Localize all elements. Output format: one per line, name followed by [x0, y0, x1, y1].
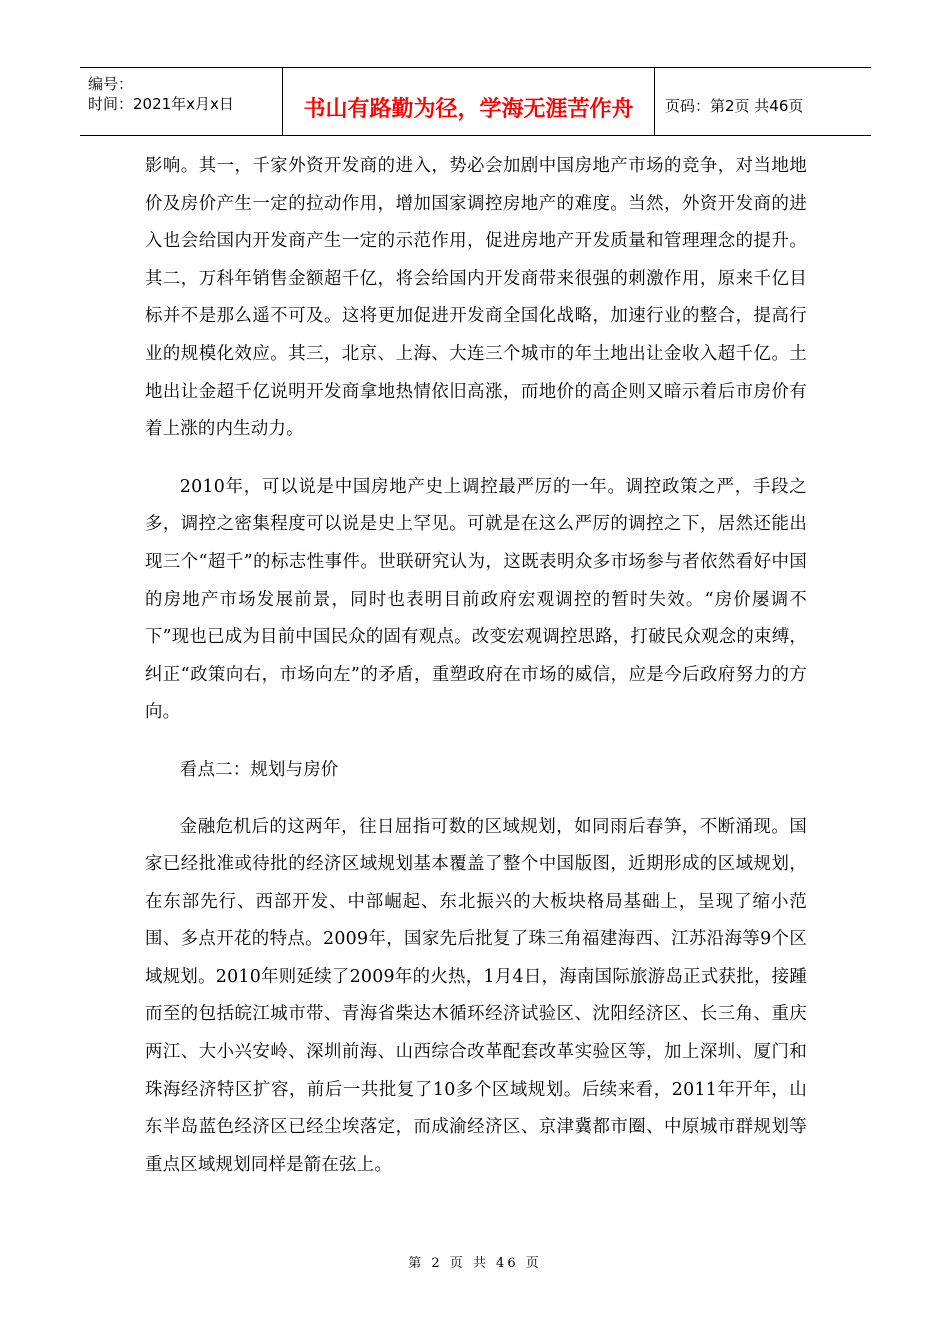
document-header [80, 67, 871, 136]
number-label: 编号： [88, 75, 134, 93]
header-page-cell [655, 68, 871, 135]
page-info: 页码：第2页 共46页 [665, 97, 804, 115]
paragraph: 2010年，可以说是中国房地产史上调控最严厉的一年。调控政策之严，手段之多，调控之密集程度可以说是史上罕见。可就是在这么严厉的调控之下，居然还能出现三个“超千”的标志性事件。世联研究认为，这既表明众多市场参与者依然看好中国的房地产市场发展前景，同时也表明目前政府宏观调控的暂时失效。“房价屡调不下”现也已成为目前中国民众的固有观点。改变宏观调控思路，打破民众观念的束缚，纠正“政策向右，市场向左”的矛盾，重塑政府在市场的威信，应是今后政府努力的方向。 [145, 476, 807, 723]
header-motto-cell [283, 68, 655, 135]
page-footer: 第 2 页 共 46 页 [408, 1256, 542, 1271]
paragraph-continued: 影响。其一，千家外资开发商的进入，势必会加剧中国房地产市场的竞争，对当地地价及房价产生一定的拉动作用，增加国家调控房地产的难度。当然，外资开发商的进入也会给国内开发商产生一定的示范作用，促进房地产开发质量和管理理念的提升。其二，万科年销售金额超千亿，将会给国内开发商带来很强的刺激作用，原来千亿目标并不是那么遥不可及。这将更加促进开发商全国化战略，加速行业的整合，提高行业的规模化效应。其三，北京、上海、大连三个城市的年土地出让金收入超千亿。土地出让金超千亿说明开发商拿地热情依旧高涨，而地价的高企则又暗示着后市房价有着上涨的内生动力。 [145, 156, 807, 440]
header-meta-cell [80, 68, 283, 135]
motto-text: 书山有路勤为径，学海无涯苦作舟 [303, 97, 634, 122]
date-label: 时间：2021年x月x日 [88, 95, 234, 113]
paragraph: 金融危机后的这两年，往日屈指可数的区域规划，如同雨后春笋，不断涌现。国家已经批准或待批的经济区域规划基本覆盖了整个中国版图，近期形成的区域规划，在东部先行、西部开发、中部崛起、东北振兴的大板块格局基础上，呈现了缩小范围、多点开花的特点。2009年，国家先后批复了珠三角福建海西、江苏沿海等9个区域规划。2010年则延续了2009年的火热，1月4日，海南国际旅游岛正式获批，接踵而至的包括皖江城市带、青海省柴达木循环经济试验区、沈阳经济区、长三角、重庆两江、大小兴安岭、深圳前海、山西综合改革配套改革实验区等，加上深圳、厦门和珠海经济特区扩容，前后一共批复了10多个区域规划。后续来看，2011年开年，山东半岛蓝色经济区已经尘埃落定，而成渝经济区、京津冀都市圈、中原城市群规划等重点区域规划同样是箭在弦上。 [145, 816, 807, 1175]
document-body [145, 148, 807, 1204]
section-heading: 看点二：规划与房价 [179, 759, 339, 780]
